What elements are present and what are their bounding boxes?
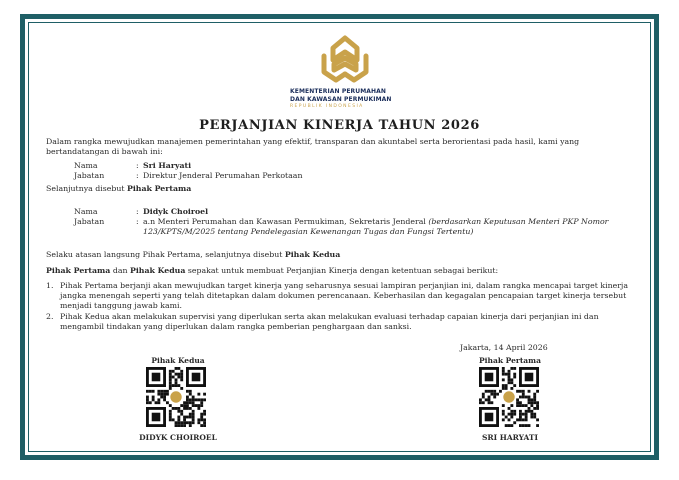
first-party-position-colon: :	[136, 171, 139, 180]
document-title: PERJANJIAN KINERJA TAHUN 2026	[199, 118, 480, 133]
first-party-position-label: Jabatan	[74, 171, 105, 180]
clause-1-text: Pihak Pertama berjanji akan mewujudkan target kinerja yang seharusnya sesuai lampiran perjanjian ini, dalam rangka mencapai target kinerja jangka menengah seperti yang telah ditetapkan dalam dokumen perencanaan. Keberhasilan dan kegagalan pencapaian target kinerja tersebut menjadi tanggung jawab kami.	[60, 281, 628, 310]
right-signatory-role: Pihak Pertama	[479, 356, 541, 365]
left-qr-code	[146, 367, 206, 427]
intro-paragraph: Dalam rangka mewujudkan manajemen pemerintahan yang efektif, transparan dan akuntabel serta berorientasi pada hasil, kami yang bertandatangan di bawah ini:	[46, 137, 580, 156]
clause-2-text: Pihak Kedua akan melakukan supervisi yang diperlukan serta akan melakukan evaluasi terhadap capaian kinerja dari perjanjian ini dan mengambil tindakan yang diperlukan dalam rangka pemberian penghargaan dan sanksi.	[60, 312, 599, 331]
clause-1-number: 1.	[46, 281, 54, 290]
left-signatory-name: DIDYK CHOIROEL	[139, 433, 217, 442]
first-party-role: Pihak Pertama	[126, 184, 192, 193]
second-party-position-note: (berdasarkan Keputusan Menteri PKP Nomor 123/KPTS/M/2025 tentang Pendelegasian Kewenangan Tugas dan Fungsi Tertentu)	[143, 217, 609, 236]
first-party-name: Sri Haryati	[143, 161, 192, 170]
clause-2-number: 2.	[46, 312, 54, 321]
second-party-position-label: Jabatan	[74, 217, 105, 226]
agreement-party-2: Pihak Kedua	[129, 266, 186, 275]
second-party-name: Didyk Choiroel	[143, 207, 209, 216]
first-party-name-label: Nama	[74, 161, 98, 170]
second-party-name-label: Nama	[74, 207, 98, 216]
right-signatory-name: SRI HARYATI	[481, 433, 539, 442]
second-party-designation	[46, 250, 340, 260]
second-party-designation-prefix: Selaku atasan langsung Pihak Pertama, selanjutnya disebut	[46, 250, 283, 259]
second-party-position-colon: :	[136, 217, 139, 226]
ministry-name-line3: REPUBLIK INDONESIA	[290, 104, 364, 109]
left-signatory-role: Pihak Kedua	[151, 356, 205, 365]
right-qr-code	[479, 367, 539, 427]
place-date: Jakarta, 14 April 2026	[460, 343, 548, 352]
agreement-and: dan	[112, 266, 128, 275]
ministry-name-line1: KEMENTERIAN PERUMAHAN	[290, 88, 387, 95]
first-party-designation	[46, 184, 191, 194]
kementerian-emblem-icon	[312, 34, 378, 86]
agreement-party-1: Pihak Pertama	[46, 266, 111, 275]
first-party-name-colon: :	[136, 161, 139, 170]
qr-center-emblem-icon	[503, 391, 514, 402]
second-party-name-colon: :	[136, 207, 139, 216]
second-party-role: Pihak Kedua	[284, 250, 341, 259]
second-party-position-block	[143, 217, 631, 237]
first-party-position: Direktur Jenderal Perumahan Perkotaan	[143, 171, 303, 180]
first-party-designation-prefix: Selanjutnya disebut	[46, 184, 125, 193]
agreement-statement	[46, 266, 498, 276]
agreement-rest: sepakat untuk membuat Perjanjian Kinerja dengan ketentuan sebagai berikut:	[187, 266, 499, 275]
qr-center-emblem-icon	[170, 391, 181, 402]
ministry-name-line2: DAN KAWASAN PERMUKIMAN	[290, 95, 392, 103]
ministry-name	[290, 88, 400, 111]
second-party-position: a.n Menteri Perumahan dan Kawasan Permukiman, Sekretaris Jenderal	[143, 217, 426, 226]
